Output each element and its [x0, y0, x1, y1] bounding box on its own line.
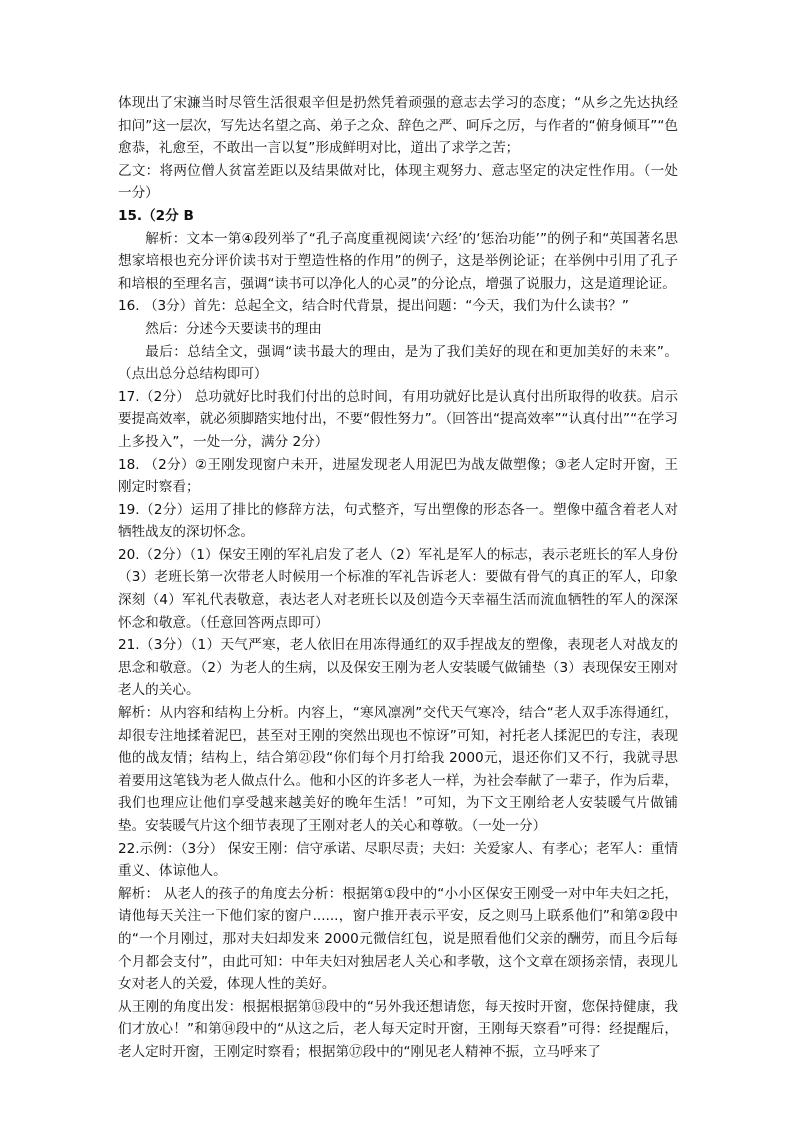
question-15-analysis: 解析：文本一第④段列举了“孔子高度重视阅读‘六经’的‘惩治功能’”的例子和“英国著名思想家培根也充分评价读书对于塑造性格的作用”的例子，这是举例论证；在举例中引用了孔子和培根的至理名言，强调“读书可以净化人的心灵”的分论点，增强了说服力，这是道理论证。	[118, 230, 678, 292]
question-17-answer: 17.（2分） 总功就好比时我们付出的总时间，有用功就好比是认真付出所取得的收获。启示要提高效率，就必须脚踏实地付出，不要“假性努力”。（回答出“提高效率”“认真付出”“在学习上多投入”，一处一分，满分 2分）	[118, 388, 678, 450]
answer-paragraph: 乙文：将两位僧人贫富差距以及结果做对比，体现主观努力、意志坚定的决定性作用。（一处一分）	[118, 162, 678, 202]
question-16-then: 然后：分述今天要读书的理由	[145, 320, 322, 337]
question-15-answer: 15.（2分 B	[118, 207, 194, 224]
question-22-analysis: 解析： 从老人的孩子的角度去分析：根据第①段中的“小小区保安王刚受一对中年夫妇之托，请他每天关注一下他们家的窗户......，窗户推开表示平安，反之则马上联系他们”和第②段中的“一个月刚过，那对夫妇却发来 2000元微信红包，说是照看他们父亲的酬劳，而且今后每个月都会支付”，由此可知：中年夫妇对独居老人关心和孝敬，这个文章在颂扬亲情，表现儿女对老人的关爱，体现人性的美好。	[118, 885, 678, 993]
question-21-answer: 21.（3分）（1）天气严寒，老人依旧在用冻得通红的双手捏战友的塑像，表现老人对战友的思念和敬意。（2）为老人的生病，以及保安王刚为老人安装暖气做铺垫（3）表现保安王刚对老人的关心。	[118, 637, 678, 699]
question-18-answer: 18. （2分）②王刚发现窗户未开，进屋发现老人用泥巴为战友做塑像；③老人定时开窗，王刚定时察看；	[118, 456, 678, 496]
question-21-analysis: 解析：从内容和结构上分析。内容上，“寒风凛冽”交代天气寒冷，结合“老人双手冻得通红，却很专注地揉着泥巴，甚至对王刚的突然出现也不惊讶”可知，衬托老人揉泥巴的专注，表现他的战友情；结构上，结合第㉑段“你们每个月打给我 2000元，退还你们又不行，我就寻思着要用这笔钱为老人做点什么。他和小区的许多老人一样，为社会奉献了一辈子，作为后辈，我们也理应让他们享受越来越美好的晚年生活！”可知，为下文王刚给老人安装暖气片做铺垫。安装暖气片这个细节表现了王刚对老人的关心和尊敬。（一处一分）	[118, 705, 678, 834]
question-20-answer: 20.（2分）（1）保安王刚的军礼启发了老人（2）军礼是军人的标志，表示老班长的军人身份（3）老班长第一次带老人时候用一个标准的军礼告诉老人：要做有骨气的真正的军人，印象深刻（4）军礼代表敬意，表达老人对老班长以及创造今天幸福生活而流血牺牲的军人的深深怀念和敬意。（任意回答两点即可）	[118, 546, 678, 631]
answer-paragraph: 体现出了宋濂当时尽管生活很艰辛但是扔然凭着顽强的意志去学习的态度；“从乡之先达执经扣问”这一层次，写先达名望之高、弟子之众、辞色之严、呵斥之厉，与作者的“俯身倾耳”“色愈恭，礼愈至，不敢出一言以复”形成鲜明对比，道出了求学之苦；	[118, 95, 678, 157]
question-19-answer: 19.（2分）运用了排比的修辞方法，句式整齐，写出塑像的形态各一。塑像中蕴含着老人对牺牲战友的深切怀念。	[118, 501, 678, 541]
question-16-finally: 最后：总结全文，强调“读书最大的理由，是为了我们美好的现在和更加美好的未来”。（点出总分总结构即可）	[118, 343, 678, 383]
question-16-answer: 16. （3分）首先：总起全文，结合时代背景，提出问题：“今天，我们为什么读书？”	[118, 298, 629, 315]
question-22-analysis-continued: 从王刚的角度出发：根据根据第⑬段中的“另外我还想请您，每天按时开窗，您保持健康，我们才放心！”和第⑭段中的“从这之后，老人每天定时开窗，王刚每天察看”可得：经提醒后，老人定时开窗，王刚定时察看；根据第⑰段中的“刚见老人精神不振，立马呼来了	[118, 998, 678, 1060]
question-22-answer: 22.示例：（3分） 保安王刚：信守承诺、尽职尽责；夫妇：关爱家人、有孝心；老军人：重情重义、体谅他人。	[118, 840, 678, 880]
document-page	[118, 92, 678, 1064]
